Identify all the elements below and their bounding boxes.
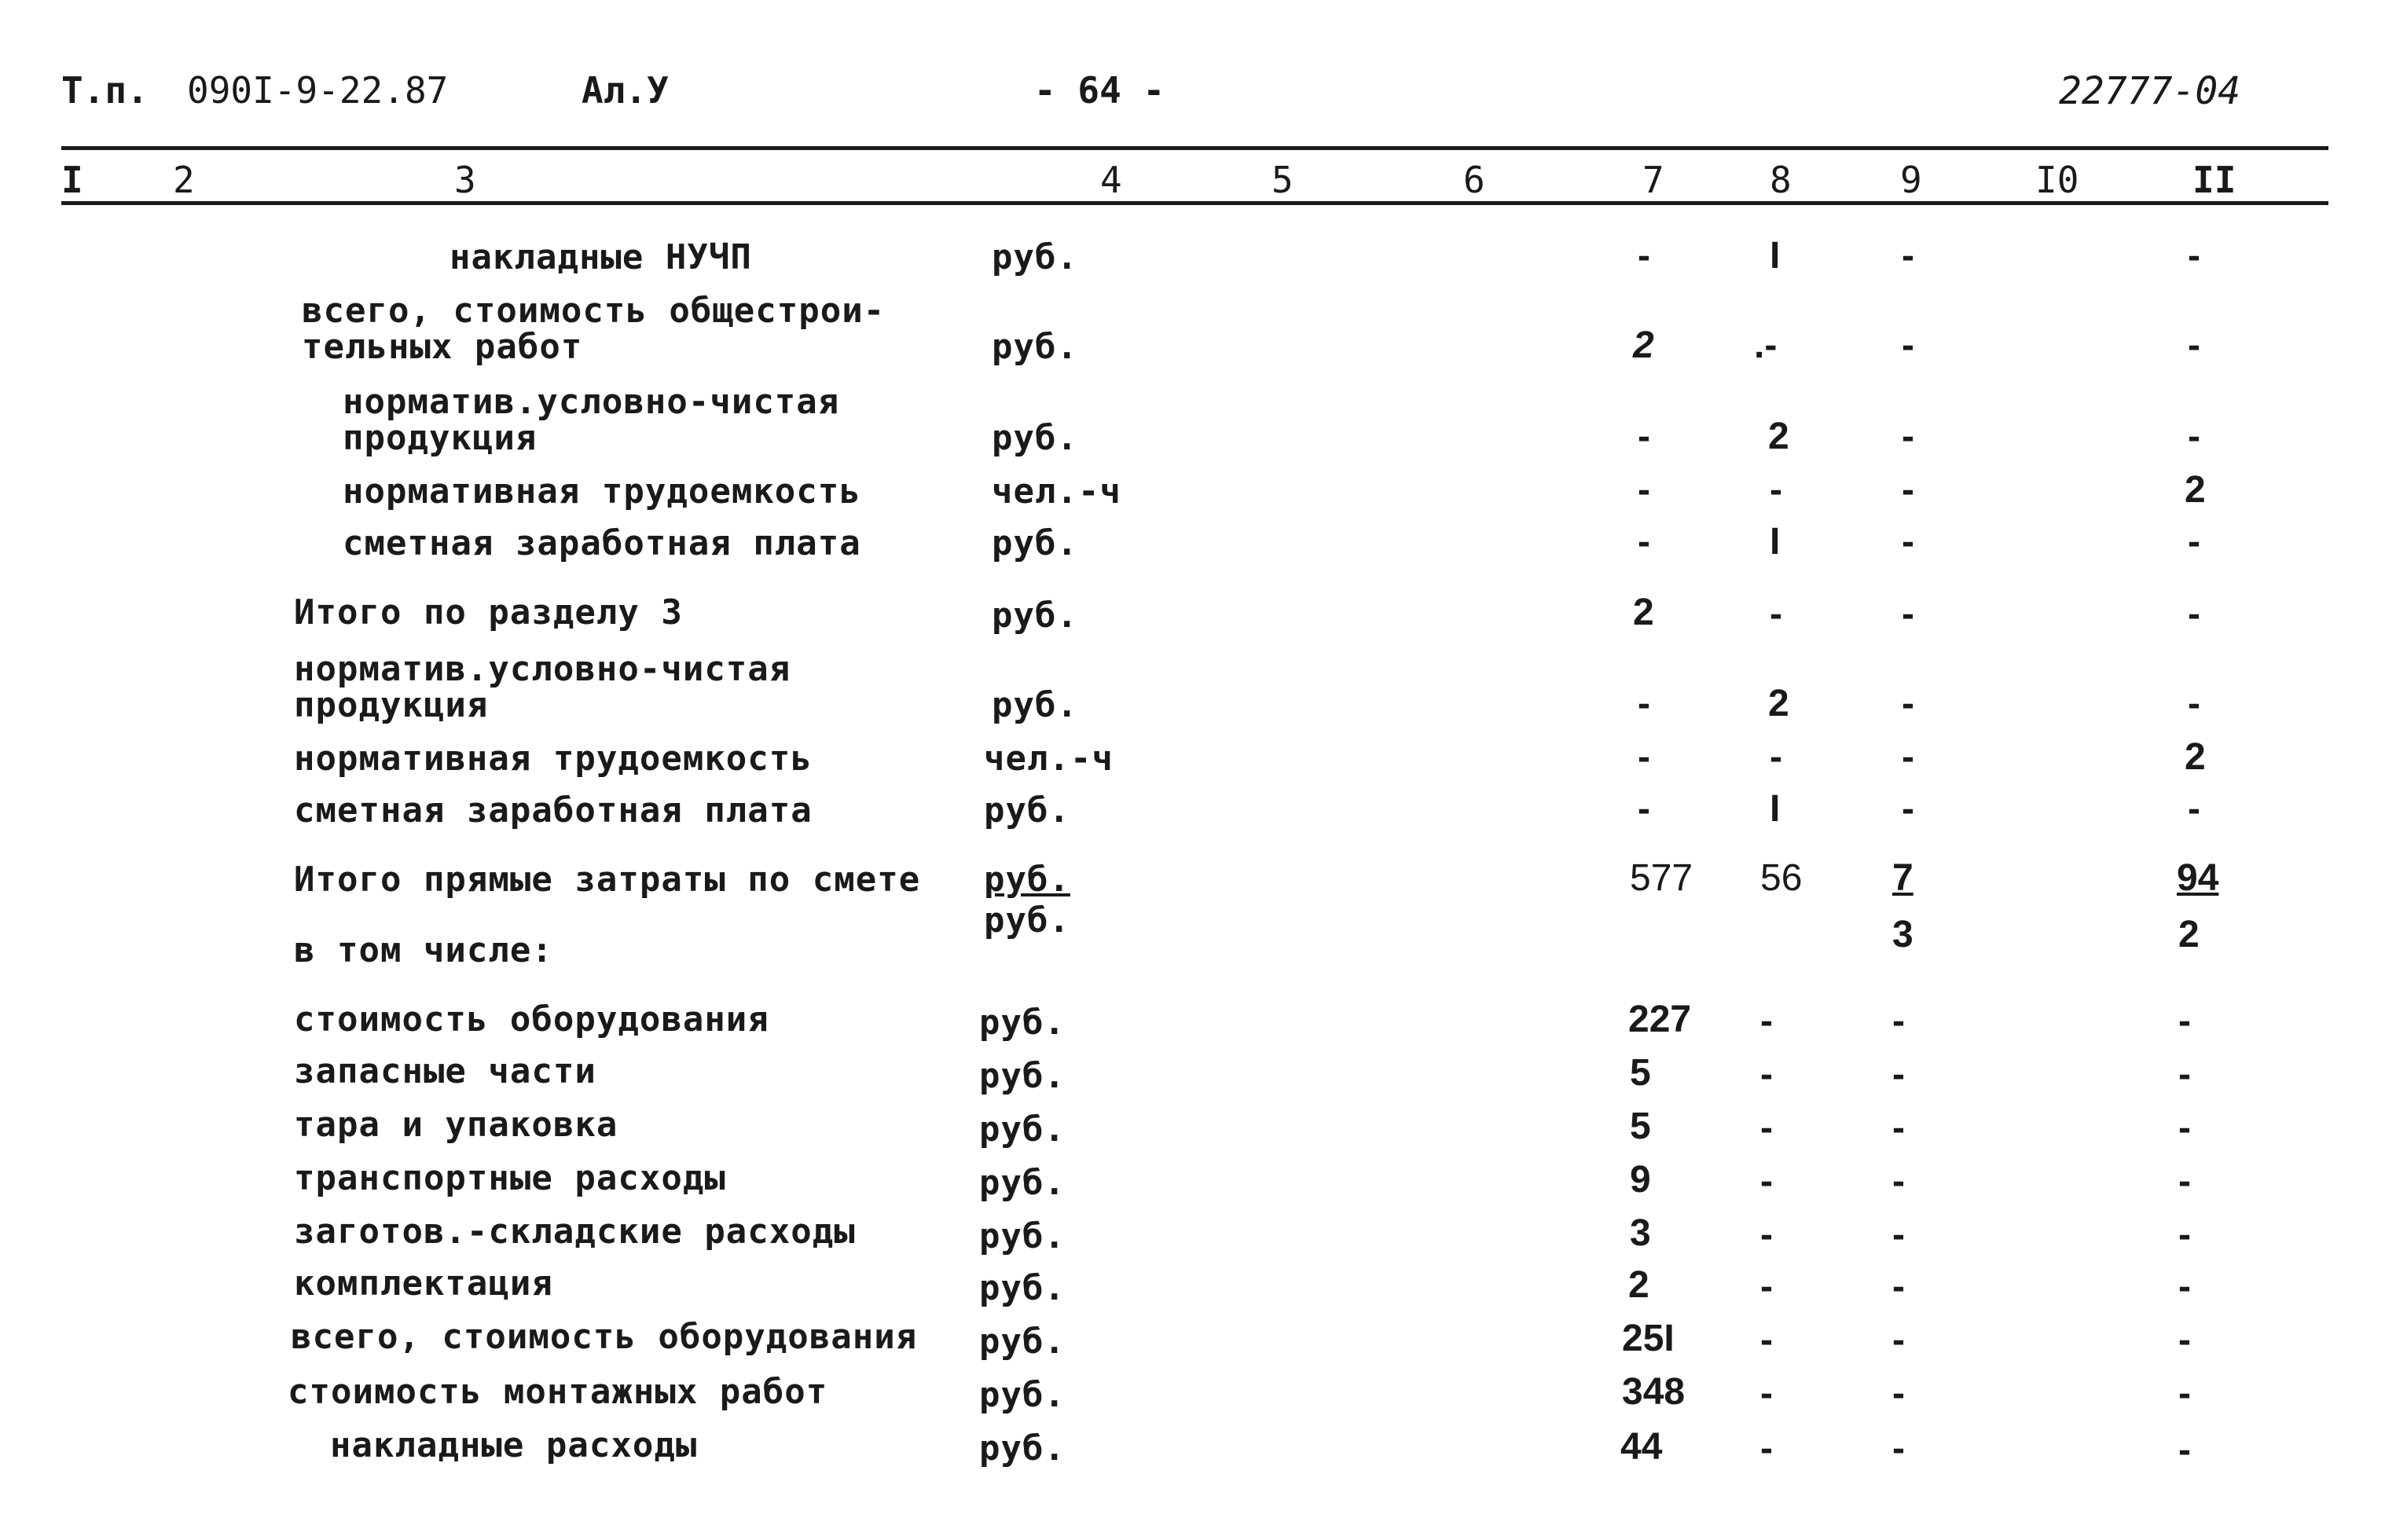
column-number: I0 [2035, 159, 2079, 201]
cell-col7: 44 [1620, 1426, 1663, 1468]
cell-col8: 2 [1768, 683, 1789, 724]
cell-col7: 577 [1630, 857, 1693, 899]
column-number: 4 [1100, 159, 1122, 201]
row-unit: руб. [979, 1109, 1066, 1150]
row-unit: руб. [979, 1003, 1066, 1043]
cell-col11: - [2178, 1160, 2191, 1202]
cell-col8: - [1760, 1054, 1773, 1095]
row-label: всего, стоимость оборудования [291, 1317, 918, 1357]
cell-col7: 2 [1633, 592, 1654, 633]
row-unit: руб. [979, 1375, 1066, 1415]
row-label: сметная заработная плата [294, 790, 813, 830]
column-number: II [2192, 159, 2236, 201]
table-top-rule [61, 146, 2328, 150]
cell-col7: 5 [1630, 1106, 1651, 1147]
cell-col11: - [2188, 416, 2200, 457]
row-label-line1: всего, стоимость общестрои- [302, 291, 886, 331]
row-unit: чел.-ч [992, 471, 1121, 512]
cell-col7: - [1638, 235, 1650, 277]
cell-col9: - [1892, 1319, 1905, 1361]
cell-col7: - [1638, 521, 1650, 563]
cell-col8: - [1770, 736, 1782, 778]
cell-col11: - [2178, 1319, 2191, 1361]
row-unit-numerator: руб. [984, 860, 1070, 900]
cell-col7: - [1638, 416, 1650, 457]
column-number: 7 [1642, 159, 1664, 201]
row-unit: руб. [984, 790, 1070, 830]
doc-code: 090I-9-22.87 [187, 69, 449, 112]
cell-col8: I [1770, 788, 1781, 830]
row-label: сметная заработная плата [343, 523, 861, 563]
cell-col9: - [1892, 1054, 1905, 1095]
row-label-line1: норматив.условно-чистая [343, 382, 840, 422]
row-label-line2: тельных работ [302, 327, 583, 367]
cell-col11: 2 [2185, 469, 2206, 511]
cell-col11: - [2178, 1054, 2191, 1095]
row-unit: руб. [979, 1428, 1066, 1468]
row-label: стоимость оборудования [294, 999, 769, 1040]
cell-col9: - [1892, 1160, 1905, 1202]
cell-col7: 2 [1628, 1264, 1649, 1306]
cell-col7: 3 [1630, 1212, 1651, 1254]
row-unit: руб. [979, 1268, 1066, 1308]
cell-col8: - [1760, 1160, 1773, 1202]
column-header-rule [61, 201, 2328, 205]
row-label-line1: норматив.условно-чистая [294, 649, 791, 689]
cell-col9: - [1892, 1107, 1905, 1149]
column-number: 5 [1271, 159, 1293, 201]
cell-col9: - [1892, 1428, 1905, 1469]
row-unit-denominator: руб. [984, 900, 1070, 940]
album-label: Ал.У [582, 69, 669, 112]
row-label: Итого по разделу 3 [294, 592, 683, 632]
cell-col8: - [1770, 469, 1782, 511]
cell-col9: - [1902, 235, 1914, 277]
row-unit: руб. [992, 596, 1078, 636]
cell-col11-numerator: 94 [2177, 857, 2219, 899]
cell-col8: - [1770, 593, 1782, 635]
cell-col7: - [1638, 683, 1650, 724]
cell-col7: - [1638, 469, 1650, 511]
cell-col8: I [1770, 235, 1781, 277]
column-number: 6 [1463, 159, 1485, 201]
cell-col8: I [1770, 521, 1781, 563]
column-number: I [61, 159, 83, 201]
doc-prefix: Т.п. [61, 69, 149, 112]
cell-col11: - [2188, 235, 2200, 277]
cell-col8: - [1760, 1000, 1773, 1042]
cell-col11: - [2178, 1373, 2191, 1414]
cell-col9: - [1902, 736, 1914, 778]
row-unit: руб. [992, 685, 1078, 725]
row-unit: руб. [992, 327, 1078, 367]
cell-col11: - [2178, 1000, 2191, 1042]
row-unit: чел.-ч [984, 739, 1114, 779]
cell-col7: 5 [1630, 1052, 1651, 1094]
row-unit: руб. [979, 1322, 1066, 1362]
row-label: стоимость монтажных работ [288, 1372, 828, 1412]
row-label: нормативная трудоемкость [294, 739, 813, 779]
cell-col11: - [2188, 324, 2200, 366]
row-label: нормативная трудоемкость [343, 471, 861, 512]
row-label: накладные НУЧП [449, 237, 752, 277]
inventory-number: 22777-04 [2059, 69, 2241, 113]
column-number: 9 [1900, 159, 1922, 201]
cell-col8: 2 [1768, 416, 1789, 457]
row-unit: руб. [979, 1056, 1066, 1096]
row-label: запасные части [294, 1051, 596, 1091]
cell-col7: 2 [1633, 324, 1654, 366]
row-label: транспортные расходы [294, 1158, 726, 1198]
row-unit: руб. [979, 1163, 1066, 1203]
row-label: в том числе: [294, 930, 553, 970]
row-label: Итого прямые затраты по смете [294, 860, 921, 900]
row-unit: руб. [992, 418, 1078, 458]
cell-col11: - [2188, 683, 2200, 724]
column-number: 2 [173, 159, 195, 201]
cell-col9: - [1902, 683, 1914, 724]
cell-col11-denominator: 2 [2178, 914, 2200, 955]
row-label-line2: продукция [294, 685, 489, 725]
cell-col9: - [1902, 788, 1914, 830]
cell-col8: - [1760, 1266, 1773, 1307]
cell-col9: - [1902, 521, 1914, 563]
cell-col8: - [1760, 1214, 1773, 1256]
cell-col8: - [1760, 1107, 1773, 1149]
cell-col8: - [1760, 1373, 1773, 1414]
cell-col11: - [2178, 1266, 2191, 1307]
cell-col9: - [1902, 469, 1914, 511]
cell-col7: 227 [1628, 999, 1692, 1040]
cell-col11: 2 [2185, 736, 2206, 778]
row-unit: руб. [992, 237, 1078, 277]
cell-col7: 9 [1630, 1159, 1651, 1201]
cell-col9: - [1892, 1373, 1905, 1414]
cell-col11: - [2188, 521, 2200, 563]
cell-col9: - [1892, 1214, 1905, 1256]
row-label: накладные расходы [330, 1425, 698, 1465]
cell-col9: - [1902, 324, 1914, 366]
row-label-line2: продукция [343, 418, 538, 458]
cell-col9-numerator: 7 [1892, 857, 1914, 899]
row-unit: руб. [979, 1216, 1066, 1256]
cell-col9-denominator: 3 [1892, 914, 1914, 955]
page-number: - 64 - [1034, 69, 1165, 112]
cell-col8: 56 [1760, 857, 1803, 899]
cell-col9: - [1902, 593, 1914, 635]
cell-col9: - [1902, 416, 1914, 457]
cell-col11: - [2178, 1214, 2191, 1256]
cell-col7: 348 [1622, 1371, 1686, 1413]
row-label: тара и упаковка [294, 1105, 618, 1145]
cell-col7: - [1638, 788, 1650, 830]
cell-col7: 25I [1622, 1318, 1675, 1359]
cell-col7: - [1638, 736, 1650, 778]
cell-col8: - [1760, 1428, 1773, 1469]
cell-col11: - [2188, 593, 2200, 635]
cell-col8: - [1760, 1319, 1773, 1361]
cell-col11: - [2178, 1429, 2191, 1471]
cell-col11: - [2178, 1107, 2191, 1149]
row-label: заготов.-складские расходы [294, 1212, 856, 1252]
column-number: 3 [454, 159, 476, 201]
cell-col9: - [1892, 1266, 1905, 1307]
cell-col8: .- [1754, 324, 1778, 366]
column-number: 8 [1770, 159, 1792, 201]
row-unit: руб. [992, 523, 1078, 563]
cell-col11: - [2188, 788, 2200, 830]
cell-col9: - [1892, 1000, 1905, 1042]
row-label: комплектация [294, 1263, 553, 1304]
